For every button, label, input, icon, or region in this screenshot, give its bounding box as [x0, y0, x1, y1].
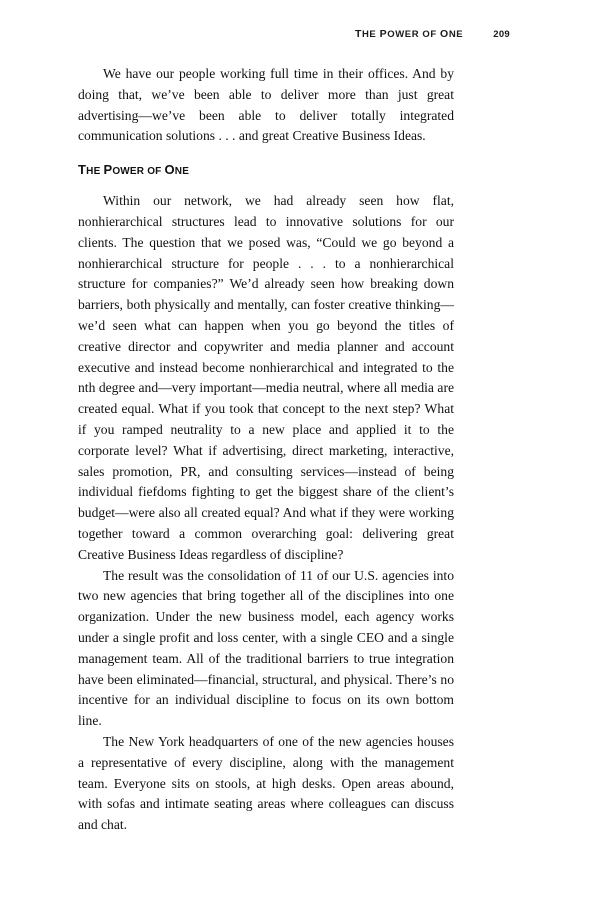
page-number: 209	[493, 29, 510, 40]
running-head-cap: P	[379, 28, 388, 40]
body-text	[78, 64, 454, 836]
intro-paragraph: We have our people working full time in their offices. And by doing that, we’ve been able to deliver more than just great advertising—we’ve been able to deliver totally integrated communication solutions . . . and great Creative Business Ideas.	[78, 66, 454, 144]
heading-cap: P	[103, 162, 113, 178]
running-head-cap: O	[440, 28, 449, 40]
running-head-small: HE	[361, 29, 380, 40]
running-head-small: OWER OF	[387, 29, 441, 40]
running-head-cap: T	[354, 28, 362, 40]
heading-small: OWER OF	[112, 166, 165, 178]
body-paragraph: The New York headquarters of one of the new agencies houses a representative of every discipline, along with the management team. Everyone sits on stools, at high desks. Open areas abound, with sofas and intimate seating areas where colleagues can discuss and chat.	[78, 733, 454, 833]
body-paragraph: Within our network, we had already seen how flat, nonhierarchical structures lead to innovative solutions for our clients. The question that we posed was, “Could we go beyond a nonhierarchical structure for people . . . to a nonhierarchical structure for companies?” We’d already seen how breaking down barriers, both physically and mentally, can foster creative thinking—we’d seen what can happen when you go beyond the titles of creative director and copywriter and media planner and account executive and instead become nonhierarchical and integrated to the nth degree and—very important—media neutral, where all media are created equal. What if you took that concept to the next step? What if you ramped neutrality to a new place and applied it to the corporate level? What if advertising, direct marketing, interactive, sales promotion, PR, and consulting services—instead of being individual fiefdoms fighting to get the biggest share of the client’s budget—were also all created equal? And what if they were working together toward a common overarching goal: delivering great Creative Business Ideas regardless of discipline?	[78, 193, 454, 562]
body-paragraph: The result was the consolidation of 11 of our U.S. agencies into two new agencies that bring together all of the disciplines into one organization. Under the new business model, each agency works under a single profit and loss center, with a single CEO and a single management team. All of the traditional barriers to true integration have been eliminated—financial, structural, and physical. There’s no incentive for an individual discipline to focus on its own bottom line.	[78, 567, 454, 729]
heading-cap: O	[164, 162, 175, 178]
running-head-title	[355, 28, 463, 40]
heading-cap: T	[78, 162, 87, 178]
section-heading	[78, 161, 454, 181]
heading-small: HE	[86, 166, 104, 178]
heading-small: NE	[174, 166, 190, 178]
running-head-small: NE	[448, 29, 464, 40]
running-head	[355, 28, 510, 42]
